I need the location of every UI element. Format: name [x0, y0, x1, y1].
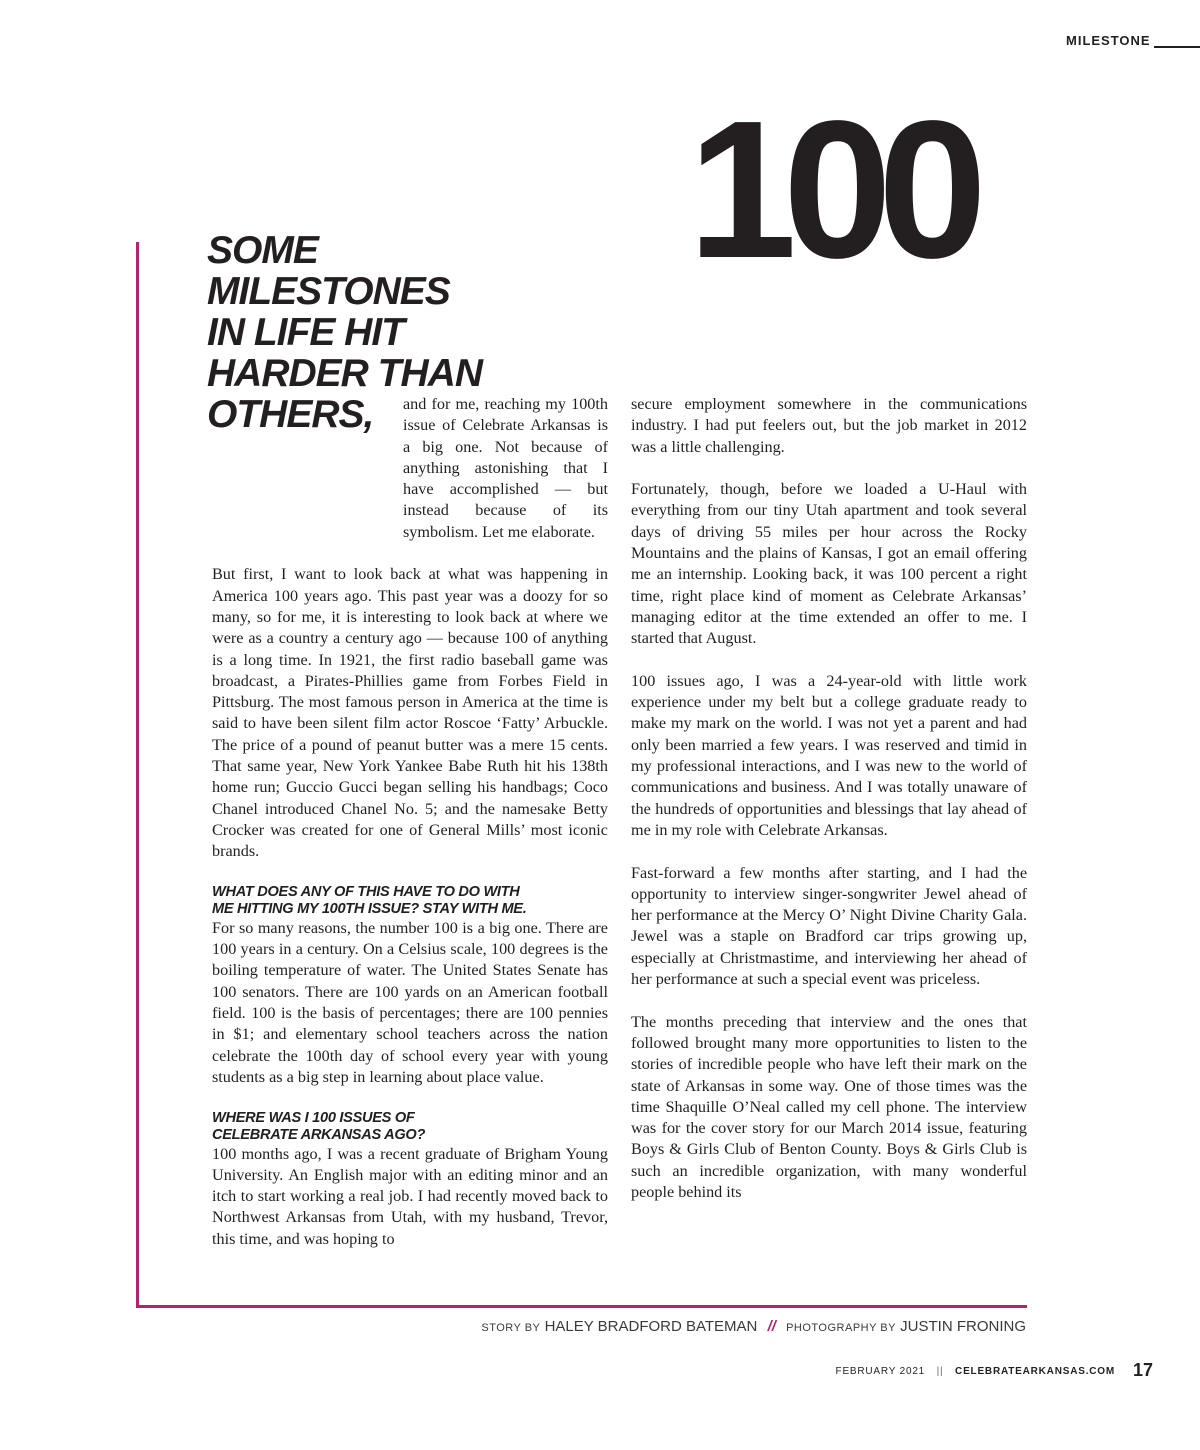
headline-line: OTHERS,	[207, 393, 374, 436]
body-paragraph: Fortunately, though, before we loaded a U-Haul with everything from our tiny Utah apartment and took several days of driving 55 miles per hour across the Rocky Mountains and the plains of Kansas, I got an email offering me an internship. Looking back, it was 100 percent a right time, right place kind of moment as Celebrate Arkansas’ managing editor at the time extended an offer to me. I started that August.	[631, 480, 1027, 648]
photo-label: PHOTOGRAPHY BY	[786, 1322, 896, 1334]
body-paragraph: But first, I want to look back at what was happening in America 100 years ago. This past year was a doozy for so many, so for me, it is interesting to look back at where we were as a country a century ago — because 100 of anything is a long time. In 1921, the first radio baseball game was broadcast, a Pirates-Phillies game from Forbes Field in Pittsburg. The most famous person in America at the time is said to have been silent film actor Roscoe ‘Fatty’ Arbuckle. The price of a pound of peanut butter was a mere 15 cents. That same year, New York Yankee Babe Ruth hit his 138th home run; Guccio Gucci began selling his handbags; Coco Chanel introduced Chanel No. 5; and the namesake Betty Crocker was created for one of General Mills’ most iconic brands.	[212, 565, 608, 861]
body-paragraph: secure employment somewhere in the communications industry. I had put feelers out, but the job market in 2012 was a little challenging.	[631, 395, 1027, 456]
body-paragraph: Fast-forward a few months after starting, and I had the opportunity to interview singer-songwriter Jewel ahead of her performance at the Mercy O’ Night Divine Charity Gala. Jewel was a staple on Bradford car trips growing up, especially at Christmastime, and interviewing her ahead of her performance at such a special event was priceless.	[631, 863, 1027, 989]
story-label: STORY BY	[481, 1322, 541, 1334]
article-column-right	[631, 394, 1027, 1225]
accent-border-bottom	[136, 1305, 1027, 1308]
headline-line: SOME	[207, 229, 318, 272]
subheading-line: WHAT DOES ANY OF THIS HAVE TO DO WITH	[212, 883, 520, 900]
body-paragraph: 100 issues ago, I was a 24-year-old with little work experience under my belt but a college graduate ready to make my mark on the world. I was not yet a parent and had only been married a few years. I was reserved and timid in my professional interactions, and I was new to the world of communications and business. And I was totally unaware of the hundreds of opportunities and blessings that lay ahead of me in my role with Celebrate Arkansas.	[631, 671, 1027, 839]
big-number-title: 100	[688, 80, 974, 299]
section-label: MILESTONE	[1066, 33, 1151, 48]
subheading-line: ME HITTING MY 100TH ISSUE? STAY WITH ME.	[212, 900, 527, 917]
headline-line: MILESTONES	[207, 270, 450, 313]
intro-paragraph: and for me, reaching my 100th issue of Celebrate Arkansas is a big one. Not because of anything astonishing that I have accomplished — but instead because of its symbolism. Let me elaborate.	[403, 395, 608, 541]
footer-divider: ||	[936, 1366, 944, 1377]
story-author: HALEY BRADFORD BATEMAN	[544, 1318, 758, 1335]
byline	[481, 1318, 1026, 1335]
article-column-left	[212, 394, 608, 1271]
accent-border-left	[136, 242, 139, 1308]
page-number: 17	[1133, 1360, 1154, 1380]
body-paragraph: 100 months ago, I was a recent graduate of Brigham Young University. An English major with an editing minor and an itch to start working a real job. I had recently moved back to Northwest Arkansas from Utah, with my husband, Trevor, this time, and was hoping to	[212, 1144, 608, 1248]
subheading	[212, 1110, 608, 1144]
headline-line: IN LIFE HIT	[207, 311, 404, 354]
byline-separator: //	[767, 1318, 776, 1335]
website-link[interactable]: CELEBRATEARKANSAS.COM	[955, 1366, 1115, 1377]
subheading-line: WHERE WAS I 100 ISSUES OF	[212, 1109, 415, 1126]
subheading-line: CELEBRATE ARKANSAS AGO?	[212, 1126, 426, 1143]
page-footer	[836, 1366, 1115, 1377]
section-rule	[1154, 46, 1200, 48]
issue-date: FEBRUARY 2021	[835, 1366, 926, 1377]
headline-line: HARDER THAN	[207, 352, 482, 395]
photo-author: JUSTIN FRONING	[900, 1318, 1026, 1335]
body-paragraph: For so many reasons, the number 100 is a big one. There are 100 years in a century. On a Celsius scale, 100 degrees is the boiling temperature of water. The United States Senate has 100 senators. There are 100 yards on an American football field. 100 is the basis of percentages; there are 100 pennies in $1; and elementary school teachers across the nation celebrate the 100th day of school every year with young students as a big step in learning about place value.	[212, 918, 608, 1086]
body-paragraph: The months preceding that interview and the ones that followed brought many more opportunities to listen to the stories of incredible people who have left their mark on the state of Arkansas in some way. One of those times was the time Shaquille O’Neal called my cell phone. The interview was for the cover story for our March 2014 issue, featuring Boys & Girls Club of Benton County. Boys & Girls Club is such an incredible organization, with many wonderful people behind its	[631, 1012, 1027, 1201]
subheading	[212, 884, 608, 918]
